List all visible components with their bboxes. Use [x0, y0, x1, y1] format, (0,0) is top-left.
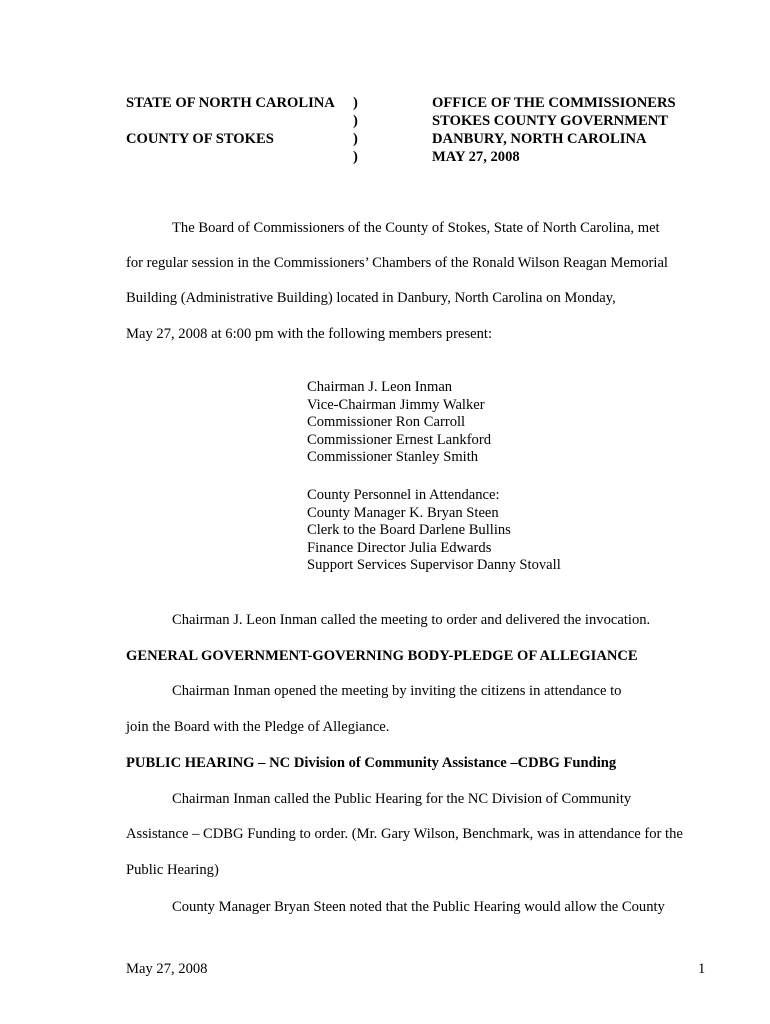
- personnel-heading: County Personnel in Attendance:: [307, 487, 500, 503]
- section2-line-2: Assistance – CDBG Funding to order. (Mr. Gary Wilson, Benchmark, was in attendance for the: [126, 826, 683, 842]
- header-state: STATE OF NORTH CAROLINA: [126, 95, 335, 111]
- section1-line-2: join the Board with the Pledge of Allegiance.: [126, 719, 390, 735]
- header-date: MAY 27, 2008: [432, 149, 520, 165]
- page-number: 1: [698, 961, 706, 977]
- intro-line-4: May 27, 2008 at 6:00 pm with the following members present:: [126, 326, 493, 342]
- personnel-name: County Manager K. Bryan Steen: [307, 504, 499, 521]
- call-to-order: Chairman J. Leon Inman called the meeting to order and delivered the invocation.: [172, 612, 651, 628]
- personnel-name: Finance Director Julia Edwards: [307, 539, 492, 556]
- member-name: Chairman J. Leon Inman: [307, 379, 453, 395]
- header-left-block: [126, 94, 335, 166]
- section2-line-4: County Manager Bryan Steen noted that the Public Hearing would allow the County: [172, 899, 665, 915]
- footer-date: May 27, 2008: [126, 961, 208, 977]
- intro-line-1: The Board of Commissioners of the County of Stokes, State of North Carolina, met: [172, 220, 660, 236]
- intro-line-3: Building (Administrative Building) located in Danbury, North Carolina on Monday,: [126, 290, 616, 306]
- section-heading-pledge: GENERAL GOVERNMENT-GOVERNING BODY-PLEDGE OF ALLEGIANCE: [126, 648, 638, 664]
- header-right-block: [432, 94, 676, 166]
- intro-line-2: for regular session in the Commissioners’ Chambers of the Ronald Wilson Reagan Memorial: [126, 255, 668, 271]
- section2-line-1: Chairman Inman called the Public Hearing for the NC Division of Community: [172, 791, 632, 807]
- header-location: DANBURY, NORTH CAROLINA: [432, 131, 647, 147]
- header-government: STOKES COUNTY GOVERNMENT: [432, 113, 668, 129]
- member-name: Vice-Chairman Jimmy Walker: [307, 396, 485, 413]
- header-paren: ): [353, 131, 358, 147]
- section-heading-public-hearing: PUBLIC HEARING – NC Division of Community Assistance –CDBG Funding: [126, 755, 617, 771]
- header-parens: [353, 94, 358, 166]
- section2-line-3: Public Hearing): [126, 862, 219, 878]
- header-office: OFFICE OF THE COMMISSIONERS: [432, 95, 676, 111]
- header-left-blank-2: [126, 148, 335, 166]
- header-paren: ): [353, 149, 358, 165]
- personnel-list: [307, 487, 561, 575]
- member-name: Commissioner Ron Carroll: [307, 414, 466, 431]
- members-list: [307, 379, 491, 467]
- header-county: COUNTY OF STOKES: [126, 131, 274, 147]
- header-paren: ): [353, 113, 358, 129]
- member-name: Commissioner Stanley Smith: [307, 449, 479, 466]
- personnel-name: Clerk to the Board Darlene Bullins: [307, 522, 511, 539]
- member-name: Commissioner Ernest Lankford: [307, 431, 492, 448]
- header-paren: ): [353, 95, 358, 111]
- header-left-blank: [126, 112, 335, 130]
- section1-line-1: Chairman Inman opened the meeting by inviting the citizens in attendance to: [172, 683, 622, 699]
- personnel-name: Support Services Supervisor Danny Stovall: [307, 557, 561, 574]
